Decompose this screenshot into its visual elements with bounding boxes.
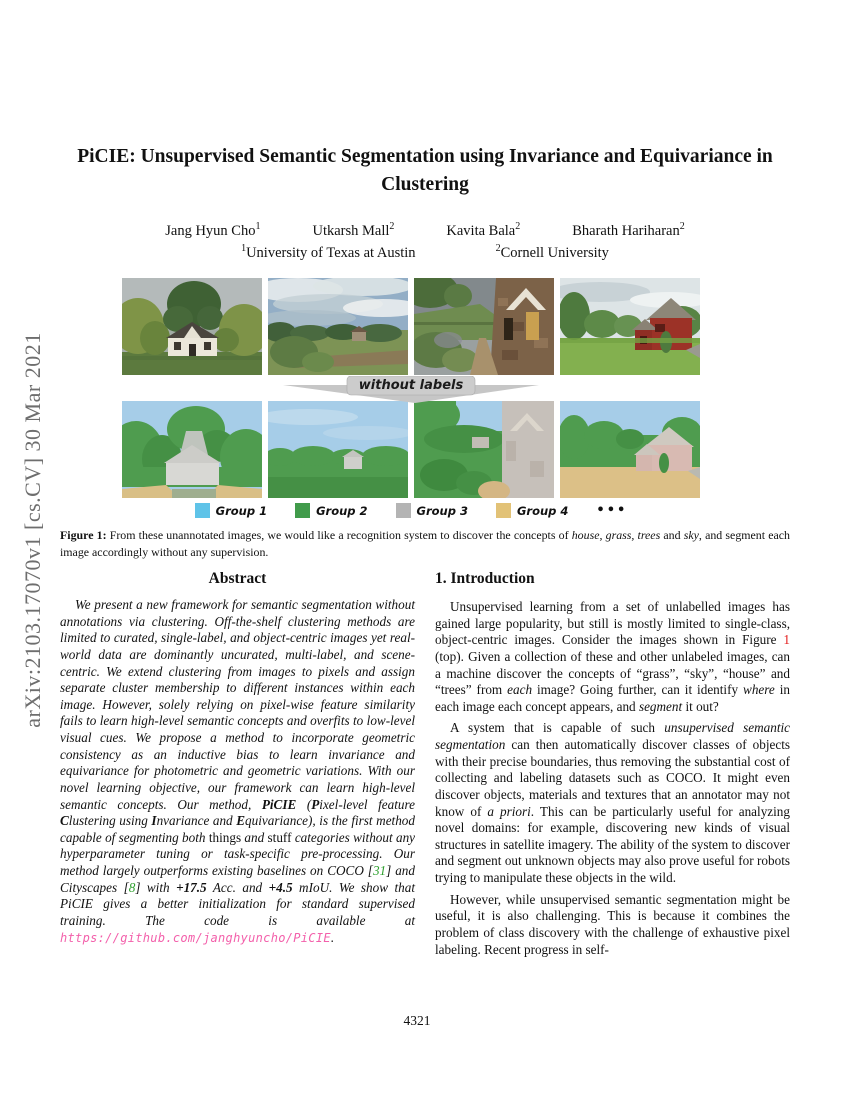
citation-link[interactable]: 31: [372, 863, 387, 878]
figure-1: [122, 278, 700, 518]
legend-label: Group 3: [416, 503, 468, 518]
text-segment: +4.5: [268, 879, 293, 895]
segmentation-cottage: [414, 401, 554, 498]
text-segment: Unsupervised learning from a set of unlabelled images has gained large popularity, but still is mostly limited to single-class, object-centric images. Consider the images shown in Figure: [435, 599, 790, 648]
segmentation-field-sky: [268, 401, 408, 498]
figure-caption: [60, 527, 790, 562]
legend-item: [295, 503, 367, 518]
text-segment: where: [743, 682, 775, 698]
text-segment: nvariance and: [156, 813, 237, 829]
text-segment: +17.5: [176, 879, 207, 895]
legend-label: Group 4: [516, 503, 569, 518]
banner-label: without labels: [358, 378, 464, 393]
text-segment: in each image each concept appears, and: [435, 682, 790, 714]
group3-swatch: [396, 503, 411, 518]
text-segment: Figure 1:: [60, 528, 107, 542]
left-column: [60, 570, 415, 963]
figure-segmentation-row: [122, 401, 700, 498]
legend-item: [496, 503, 568, 518]
text-segment: sky: [683, 528, 699, 542]
text-segment: and: [241, 829, 268, 845]
abstract-paragraph: [60, 597, 415, 946]
text-segment: categories without any hyperparameter tuning or task-specific pre-processing. Our method largely outperforms existing baselines on COCO [: [60, 829, 416, 878]
text-segment: Acc. and: [206, 879, 269, 895]
figure-legend: [122, 503, 700, 518]
group4-swatch: [496, 503, 511, 518]
figure-photo-row: [122, 278, 700, 375]
text-segment: a priori: [487, 803, 531, 819]
photo-stone-cottage: [414, 278, 554, 375]
author: Utkarsh Mall$^2$: [312, 221, 395, 239]
text-segment: can then automatically discover classes of objects with their precise boundaries, thus removing the substantial cost of collecting and labeling datasets such as COCO. It might even discover objects, materials and textures that an annotator may not know of: [435, 737, 790, 819]
text-segment: unsupervised semantic segmentation: [435, 720, 791, 752]
text-segment: (: [296, 796, 312, 812]
text-segment: things: [208, 829, 242, 845]
segmentation-barn: [560, 401, 700, 498]
text-segment: E: [236, 813, 246, 829]
text-segment: PiCIE: [261, 796, 297, 812]
text-segment: stuff: [267, 829, 292, 845]
text-segment: C: [60, 813, 69, 829]
affiliation: $^1$University of Texas at Austin: [241, 243, 416, 261]
text-segment: it out?: [682, 698, 719, 714]
introduction-heading: 1. Introduction: [435, 570, 535, 587]
text-segment: ] with: [135, 879, 177, 895]
text-segment: P: [311, 796, 320, 812]
text-segment: From these unannotated images, we would like a recognition system to discover the concepts of: [106, 528, 572, 542]
text-segment: lustering using: [68, 813, 152, 829]
segmentation-house-trees: [122, 401, 262, 498]
body-columns: [60, 570, 790, 963]
legend-label: Group 1: [215, 503, 268, 518]
text-segment: .: [330, 929, 335, 945]
code-url-link[interactable]: https://github.com/janghyuncho/PiCIE: [60, 930, 331, 945]
text-segment: We present a new framework for semantic segmentation without annotations via clustering. Off-the-shelf clustering methods are limited to curated, single-label, and object-centric images yet real-world data are dominantly uncurated, multi-label, and scene-centric. We extend clustering from images to pixels and assign separate cluster membership to different instances within each image. However, solely relying on pixel-wise feature similarity fails to learn high-level semantic concepts and overfits to low-level visual cues. We propose a method to incorporate geometric consistency as an inductive bias to learn invariance and equivariance for photometric and geometric variations. With our novel learning objective, our framework can learn high-level semantic concepts. Our method,: [60, 597, 415, 812]
author: Bharath Hariharan$^2$: [572, 221, 685, 239]
text-segment: However, while unsupervised semantic segmentation might be useful, it is also challenging. This is because it combines the problem of class discovery with the challenge of exhaustive pixel labeling. Recent progress in self-: [435, 891, 790, 957]
affiliation: $^2$Cornell University: [495, 243, 609, 261]
legend-ellipsis: •••: [596, 503, 628, 518]
text-segment: . This can be particularly useful for analyzing novel domains: for example, discovering new kinds of visual structures in satellite imagery. The ability of the system to discover and segment out unknown objects may also prove useful for robots trying to manipulate these objects in the wild.: [435, 803, 790, 885]
group1-swatch: [195, 503, 210, 518]
text-segment: ixel-level feature: [319, 796, 415, 812]
group2-swatch: [295, 503, 310, 518]
author: Kavita Bala$^2$: [446, 221, 521, 239]
text-segment: A system that is capable of such: [450, 720, 665, 736]
without-labels-banner: [122, 376, 700, 402]
photo-red-barn: [560, 278, 700, 375]
photo-house-trees: [122, 278, 262, 375]
photo-field-sky: [268, 278, 408, 375]
text-segment: image? Going further, can it identify: [532, 682, 744, 698]
figure-reference-link[interactable]: 1: [783, 632, 790, 648]
text-segment: and: [660, 528, 684, 542]
author: Jang Hyun Cho$^1$: [165, 221, 261, 239]
page-number: 4321: [403, 1013, 431, 1028]
text-segment: I: [151, 813, 157, 829]
text-segment: segment: [638, 698, 683, 714]
text-segment: ] and Cityscapes [: [60, 863, 415, 895]
text-segment: house, grass, trees: [571, 528, 661, 542]
affiliation-list: [60, 243, 790, 262]
arxiv-stamp: arXiv:2103.17070v1 [cs.CV] 30 Mar 2021: [20, 332, 45, 728]
paper-title: PiCIE: Unsupervised Semantic Segmentation using Invariance and Equivariance in Clustering: [77, 146, 773, 196]
intro-paragraph-2: [435, 720, 790, 886]
right-column: [435, 570, 790, 963]
text-segment: quivariance), is the first method capable of segmenting both: [60, 813, 415, 845]
intro-paragraph-1: [435, 599, 790, 715]
text-segment: each: [507, 682, 533, 698]
text-segment: mIoU. We show that PiCIE gives a better initialization for standard supervised training. The code is available at: [60, 879, 415, 928]
legend-label: Group 2: [316, 503, 368, 518]
legend-item: [396, 503, 468, 518]
text-segment: , and segment each image accordingly without any supervision.: [60, 528, 790, 560]
citation-link[interactable]: 8: [128, 879, 136, 895]
intro-paragraph-3: [435, 892, 790, 959]
abstract-heading: Abstract: [208, 570, 267, 587]
text-segment: (top). Given a collection of these and other unlabeled images, can a machine discover the concepts of “grass”, “sky”, “house” and “trees” from: [435, 648, 790, 698]
legend-item: [195, 503, 267, 518]
author-list: [60, 221, 790, 240]
